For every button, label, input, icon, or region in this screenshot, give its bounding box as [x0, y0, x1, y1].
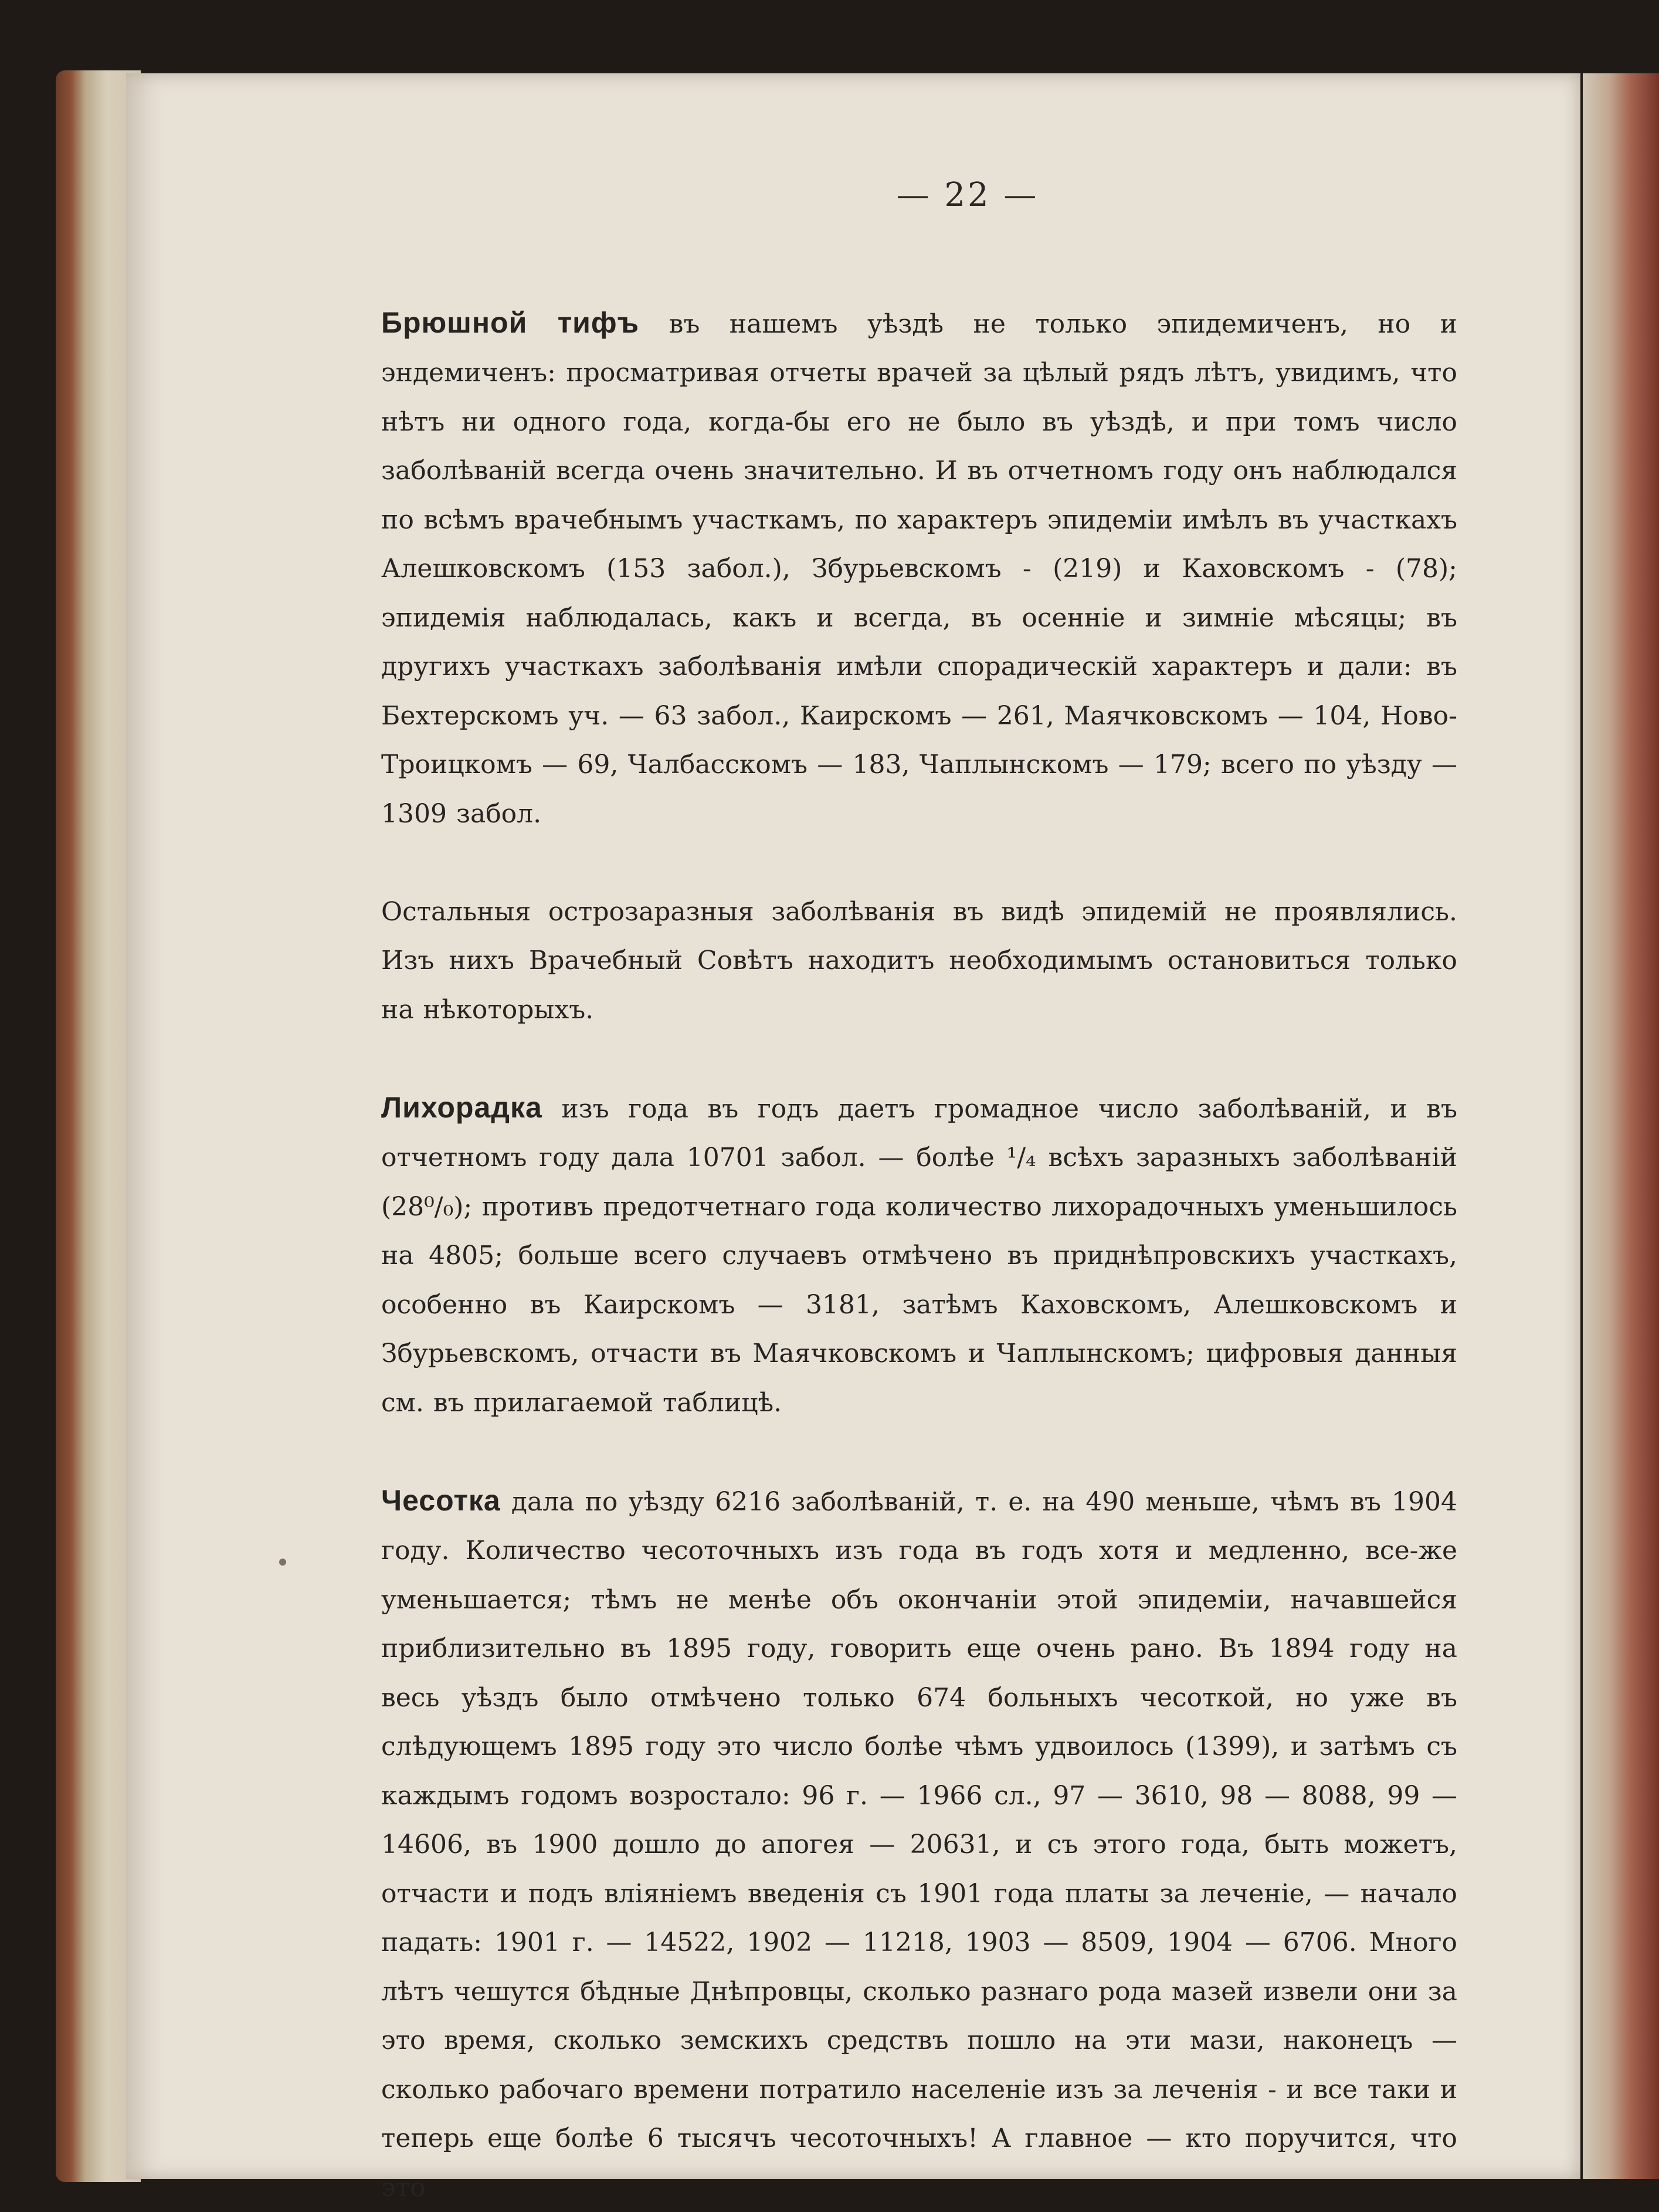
- fever-paragraph: [381, 1034, 1457, 1427]
- typhoid-text: въ нашемъ уѣздѣ не только эпидемиченъ, но и эндемиченъ: просматривая отчеты врачей за цѣлый рядъ лѣтъ, увидимъ, что нѣтъ ни одного года, когда-бы его не было въ уѣздѣ, и при томъ число заболѣваній всегда очень значительно. И въ отчетномъ году онъ наблюдался по всѣмъ врачебнымъ участкамъ, по характеръ эпидеміи имѣлъ въ участкахъ Алешковскомъ (153 забол.), Збурьевскомъ - (219) и Каховскомъ - (78); эпидемія наблюдалась, какъ и всегда, въ осенніе и зимніе мѣсяцы; въ другихъ участкахъ заболѣванія имѣли спорадическій характеръ и дали: въ Бехтерскомъ уч. — 63 забол., Каирскомъ — 261, Маячковскомъ — 104, Ново-Троицкомъ — 69, Чалбасскомъ — 183, Чаплынскомъ — 179; всего по уѣзду — 1309 забол.: [381, 309, 1457, 829]
- scabies-heading: Чесотка: [381, 1483, 501, 1517]
- margin-mark: [279, 1559, 286, 1566]
- typhoid-paragraph: [381, 249, 1457, 838]
- other-diseases-paragraph: [381, 838, 1457, 1034]
- typhoid-heading: Брюшной тифъ: [381, 306, 640, 339]
- other-diseases-text: Остальныя острозаразныя заболѣванія въ видѣ эпидемій не проявлялись. Изъ нихъ Врачебный Совѣтъ находитъ необходимымъ остановиться только на нѣкоторыхъ.: [381, 896, 1457, 1025]
- fever-heading: Лихорадка: [381, 1090, 542, 1124]
- document-body: [381, 249, 1457, 2212]
- page-number: — 22 —: [896, 176, 1039, 214]
- right-binding: [1583, 73, 1659, 2179]
- scabies-text: дала по уѣзду 6216 заболѣваній, т. е. на 490 меньше, чѣмъ въ 1904 году. Количество чесоточныхъ изъ года въ годъ хотя и медленно, все-же уменьшается; тѣмъ не менѣе объ окончаніи этой эпидеміи, начавшейся приблизительно въ 1895 году, говорить еще очень рано. Въ 1894 году на весь уѣздъ было отмѣчено только 674 больныхъ чесоткой, но уже въ слѣдующемъ 1895 году это число болѣе чѣмъ удвоилось (1399), и затѣмъ съ каждымъ годомъ возростало: 96 г. — 1966 сл., 97 — 3610, 98 — 8088, 99 — 14606, въ 1900 дошло до апогея — 20631, и съ этого года, быть можетъ, отчасти и подъ вліяніемъ введенія съ 1901 года платы за леченіе, — начало падать: 1901 г. — 14522, 1902 — 11218, 1903 — 8509, 1904 — 6706. Много лѣтъ чешутся бѣдные Днѣпровцы, сколько разнаго рода мазей извели они за это время, сколько земскихъ средствъ пошло на эти мази, наконецъ — сколько рабочаго времени потратило населеніе изъ за леченія - и все таки и теперь еще болѣе 6 тысячъ чесоточныхъ! А главное — кто поручится, что это: [381, 1486, 1457, 2203]
- fever-text: изъ года въ годъ даетъ громадное число заболѣваній, и въ отчетномъ году дала 10701 забол. — болѣе ¹/₄ всѣхъ заразныхъ заболѣваній (28⁰/₀); противъ предотчетнаго года количество лихорадочныхъ уменьшилось на 4805; больше всего случаевъ отмѣчено въ приднѣпровскихъ участкахъ, особенно въ Каирскомъ — 3181, затѣмъ Каховскомъ, Алешковскомъ и Збурьевскомъ, отчасти въ Маячковскомъ и Чаплынскомъ; цифровыя данныя см. въ прилагаемой таблицѣ.: [381, 1093, 1457, 1418]
- scabies-paragraph: [381, 1427, 1457, 2212]
